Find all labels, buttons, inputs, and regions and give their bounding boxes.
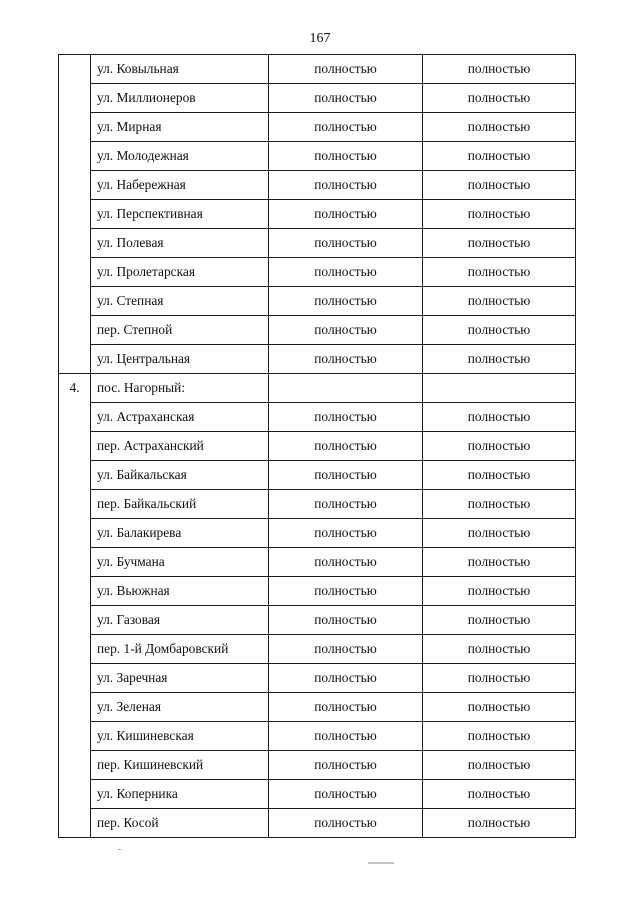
coverage-cell-b: полностью — [423, 664, 576, 693]
coverage-cell-a: полностью — [269, 432, 423, 461]
coverage-cell-b: полностью — [423, 693, 576, 722]
coverage-cell-a: полностью — [269, 780, 423, 809]
streets-table — [58, 54, 576, 838]
coverage-cell-b: полностью — [423, 171, 576, 200]
table-row — [59, 461, 576, 490]
table-row — [59, 751, 576, 780]
coverage-cell-b: полностью — [423, 780, 576, 809]
street-name-cell: ул. Степная — [91, 287, 269, 316]
street-name-cell: ул. Газовая — [91, 606, 269, 635]
coverage-cell-a: полностью — [269, 287, 423, 316]
coverage-cell-b: полностью — [423, 577, 576, 606]
coverage-cell-a: полностью — [269, 142, 423, 171]
coverage-cell-a: полностью — [269, 345, 423, 374]
section-number-cell — [59, 55, 91, 374]
street-name-cell: ул. Зеленая — [91, 693, 269, 722]
table-row — [59, 722, 576, 751]
coverage-cell-a: полностью — [269, 722, 423, 751]
street-name-cell: пер. Астраханский — [91, 432, 269, 461]
street-name-cell: ул. Заречная — [91, 664, 269, 693]
street-name-cell: ул. Байкальская — [91, 461, 269, 490]
table-row — [59, 55, 576, 84]
table-row — [59, 780, 576, 809]
street-name-cell: ул. Бучмана — [91, 548, 269, 577]
coverage-cell-a: полностью — [269, 171, 423, 200]
table-row — [59, 258, 576, 287]
coverage-cell-b: полностью — [423, 316, 576, 345]
coverage-cell-b: полностью — [423, 258, 576, 287]
coverage-cell-a: полностью — [269, 403, 423, 432]
coverage-cell-b: полностью — [423, 84, 576, 113]
table-row — [59, 229, 576, 258]
table-row — [59, 693, 576, 722]
coverage-cell-b: полностью — [423, 229, 576, 258]
street-name-cell: ул. Пролетарская — [91, 258, 269, 287]
table-body — [59, 55, 576, 838]
scan-artifact — [368, 862, 394, 864]
table-row — [59, 490, 576, 519]
page-number: 167 — [309, 31, 331, 46]
coverage-cell-a: полностью — [269, 548, 423, 577]
street-name-cell: ул. Набережная — [91, 171, 269, 200]
coverage-cell-a: полностью — [269, 519, 423, 548]
table-row — [59, 548, 576, 577]
coverage-cell-a: полностью — [269, 316, 423, 345]
table-row — [59, 809, 576, 838]
street-name-cell: пер. Байкальский — [91, 490, 269, 519]
section-header-row — [59, 374, 576, 403]
table-row — [59, 142, 576, 171]
coverage-cell-a: полностью — [269, 635, 423, 664]
street-name-cell: пер. Косой — [91, 809, 269, 838]
coverage-cell-b: полностью — [423, 548, 576, 577]
table-row — [59, 287, 576, 316]
coverage-cell-b: полностью — [423, 200, 576, 229]
settlement-name-cell: пос. Нагорный: — [91, 374, 269, 403]
scan-artifact — [118, 849, 121, 850]
coverage-cell-a: полностью — [269, 200, 423, 229]
street-name-cell: ул. Миллионеров — [91, 84, 269, 113]
coverage-cell-b: полностью — [423, 606, 576, 635]
street-name-cell: ул. Кишиневская — [91, 722, 269, 751]
table-row — [59, 316, 576, 345]
table-row — [59, 171, 576, 200]
coverage-cell-b: полностью — [423, 345, 576, 374]
coverage-cell-b: полностью — [423, 635, 576, 664]
street-name-cell: ул. Центральная — [91, 345, 269, 374]
coverage-cell-a: полностью — [269, 229, 423, 258]
coverage-cell-b: полностью — [423, 55, 576, 84]
coverage-cell-b: полностью — [423, 519, 576, 548]
table-row — [59, 635, 576, 664]
coverage-cell-b: полностью — [423, 142, 576, 171]
street-name-cell: ул. Мирная — [91, 113, 269, 142]
empty-cell — [423, 374, 576, 403]
coverage-cell-a: полностью — [269, 55, 423, 84]
street-name-cell: ул. Коперника — [91, 780, 269, 809]
coverage-cell-b: полностью — [423, 751, 576, 780]
empty-cell — [269, 374, 423, 403]
coverage-cell-a: полностью — [269, 461, 423, 490]
coverage-cell-a: полностью — [269, 693, 423, 722]
street-name-cell: пер. Степной — [91, 316, 269, 345]
coverage-cell-b: полностью — [423, 403, 576, 432]
coverage-cell-a: полностью — [269, 606, 423, 635]
coverage-cell-a: полностью — [269, 664, 423, 693]
coverage-cell-a: полностью — [269, 577, 423, 606]
coverage-cell-b: полностью — [423, 287, 576, 316]
table-row — [59, 664, 576, 693]
street-name-cell: ул. Балакирева — [91, 519, 269, 548]
street-name-cell: ул. Вьюжная — [91, 577, 269, 606]
street-name-cell: ул. Астраханская — [91, 403, 269, 432]
section-number-cell: 4. — [59, 374, 91, 838]
table-row — [59, 519, 576, 548]
coverage-cell-b: полностью — [423, 809, 576, 838]
coverage-cell-b: полностью — [423, 432, 576, 461]
coverage-cell-a: полностью — [269, 258, 423, 287]
table-row — [59, 113, 576, 142]
coverage-cell-a: полностью — [269, 751, 423, 780]
coverage-cell-a: полностью — [269, 84, 423, 113]
table-row — [59, 432, 576, 461]
street-name-cell: ул. Ковыльная — [91, 55, 269, 84]
table-row — [59, 200, 576, 229]
street-name-cell: пер. 1-й Домбаровский — [91, 635, 269, 664]
coverage-cell-a: полностью — [269, 809, 423, 838]
coverage-cell-b: полностью — [423, 113, 576, 142]
coverage-cell-b: полностью — [423, 461, 576, 490]
street-name-cell: ул. Молодежная — [91, 142, 269, 171]
table-row — [59, 577, 576, 606]
street-name-cell: ул. Полевая — [91, 229, 269, 258]
table-row — [59, 606, 576, 635]
coverage-cell-b: полностью — [423, 722, 576, 751]
table-row — [59, 345, 576, 374]
street-name-cell: пер. Кишиневский — [91, 751, 269, 780]
coverage-cell-a: полностью — [269, 113, 423, 142]
table-row — [59, 403, 576, 432]
coverage-cell-b: полностью — [423, 490, 576, 519]
street-name-cell: ул. Перспективная — [91, 200, 269, 229]
coverage-cell-a: полностью — [269, 490, 423, 519]
table-row — [59, 84, 576, 113]
